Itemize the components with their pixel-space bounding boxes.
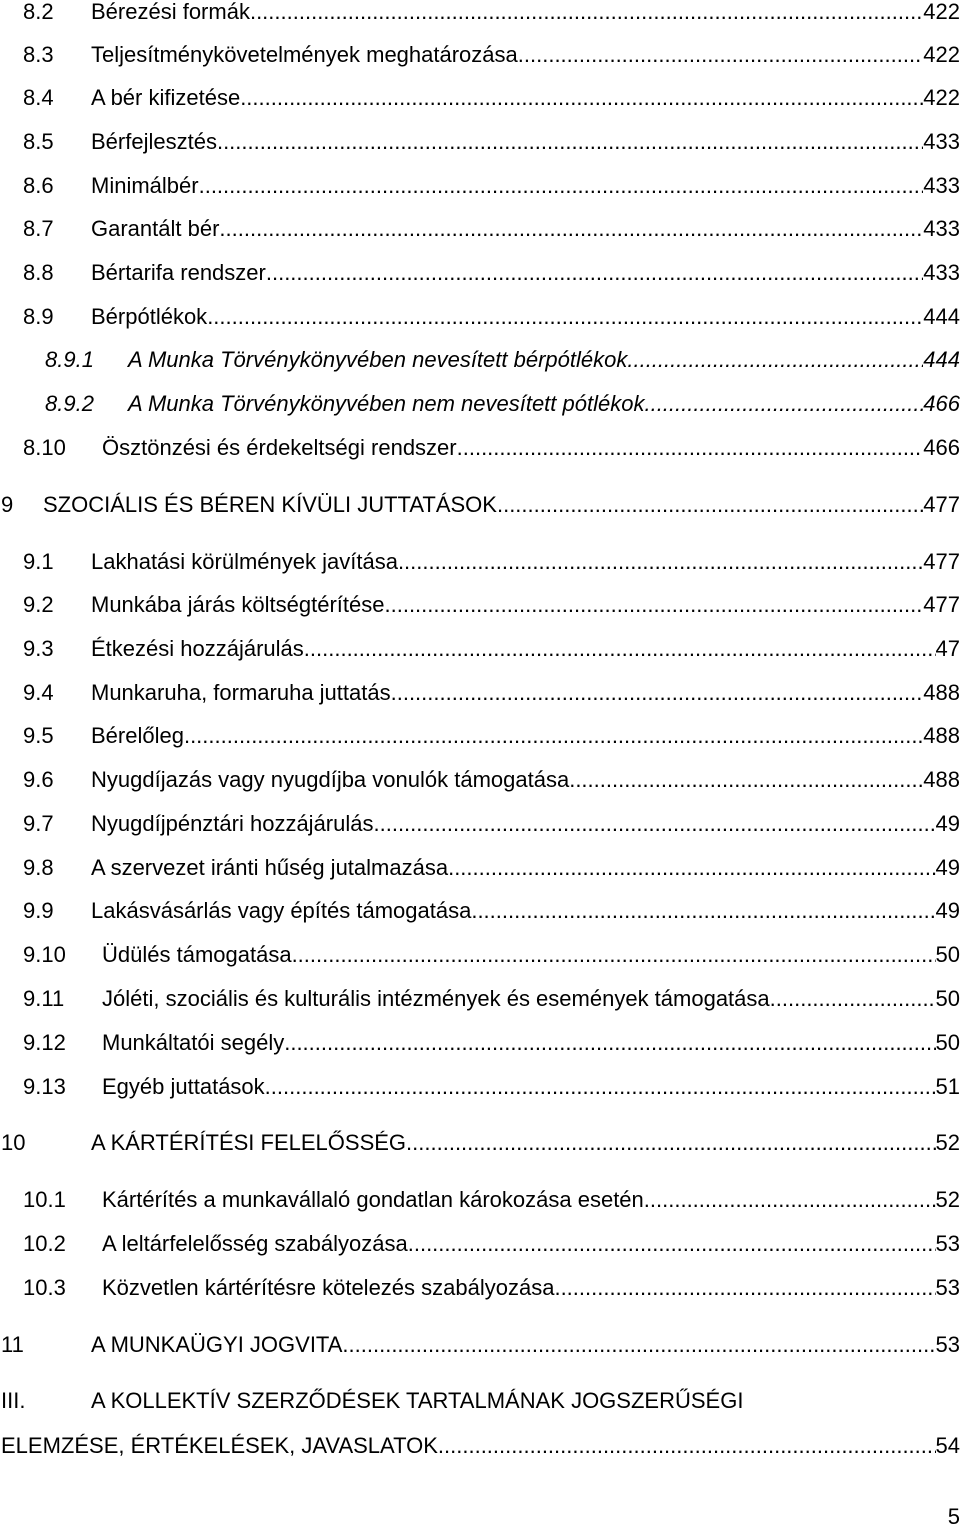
toc-entry-number: 8.10	[23, 435, 66, 460]
toc-entry-title: A KÁRTÉRÍTÉSI FELELŐSSÉG	[91, 1130, 407, 1155]
toc-entry-leader	[102, 984, 960, 1014]
toc-entry[interactable]	[0, 127, 960, 157]
toc-entry-leader	[91, 678, 960, 708]
toc-entry-title: Bérelőleg	[91, 723, 184, 748]
toc-entry-leader	[91, 1128, 960, 1158]
dot-leader	[627, 345, 923, 375]
toc-entry[interactable]	[0, 590, 960, 620]
dot-leader	[284, 1028, 935, 1058]
toc-entry-page: 49	[935, 811, 960, 836]
toc-entry-page: 49	[935, 855, 960, 880]
toc-chapter[interactable]	[0, 1330, 960, 1360]
toc-entry-leader	[91, 127, 960, 157]
toc-entry-title: Egyéb juttatások	[102, 1074, 265, 1099]
toc-entry-title: Minimálbér	[91, 173, 199, 198]
toc-entry-page: 47	[935, 636, 960, 661]
dot-leader	[184, 721, 923, 751]
dot-leader	[266, 258, 923, 288]
toc-entry-leader	[91, 302, 960, 332]
toc-entry-title: A bér kifizetése	[91, 85, 241, 110]
toc-entry-number: 10.3	[23, 1275, 66, 1300]
toc-entry-number: 9.6	[23, 767, 54, 792]
toc-entry-number: 8.9	[23, 304, 54, 329]
toc-part-entry[interactable]	[0, 1431, 960, 1461]
toc-entry-leader	[102, 1273, 960, 1303]
toc-entry[interactable]	[0, 40, 960, 70]
toc-entry-page: 444	[923, 347, 960, 372]
toc-entry-title: A leltárfelelősség szabályozása	[102, 1231, 408, 1256]
toc-entry-number: 9.11	[23, 986, 65, 1011]
dot-leader	[219, 214, 923, 244]
dot-leader	[292, 940, 936, 970]
toc-entry[interactable]	[0, 809, 960, 839]
toc-entry-title: Nyugdíjpénztári hozzájárulás	[91, 811, 374, 836]
dot-leader	[408, 1229, 936, 1259]
toc-entry-number: 9.7	[23, 811, 54, 836]
dot-leader	[342, 1330, 935, 1360]
toc-entry-title: Bérpótlékok	[91, 304, 208, 329]
toc-entry-leader	[91, 83, 960, 113]
toc-entry-leader	[91, 214, 960, 244]
toc-entry-leader	[91, 853, 960, 883]
toc-chapter[interactable]	[0, 1128, 960, 1158]
toc-entry-title: Jóléti, szociális és kulturális intézmények és események támogatása	[102, 986, 770, 1011]
toc-entry[interactable]	[0, 940, 960, 970]
toc-part-heading[interactable]	[0, 1386, 960, 1416]
toc-chapter[interactable]	[0, 490, 960, 520]
toc-entry-page: 51	[935, 1074, 960, 1099]
toc-entry-number: 9.1	[23, 549, 54, 574]
toc-entry-title: SZOCIÁLIS ÉS BÉREN KÍVÜLI JUTTATÁSOK	[43, 492, 497, 517]
toc-entry-page: 444	[923, 304, 960, 329]
toc-entry[interactable]	[0, 1185, 960, 1215]
toc-entry-leader	[91, 765, 960, 795]
toc-entry-number: 8.7	[23, 216, 54, 241]
dot-leader	[448, 853, 935, 883]
toc-entry[interactable]	[0, 853, 960, 883]
toc-entry-title: A MUNKAÜGYI JOGVITA	[91, 1332, 343, 1357]
toc-entry-number: 8.6	[23, 173, 54, 198]
toc-entry[interactable]	[0, 1028, 960, 1058]
toc-entry-leader	[91, 171, 960, 201]
toc-entry-number: 11	[1, 1332, 24, 1357]
toc-entry-number: 8.4	[23, 85, 54, 110]
toc-entry-page: 466	[923, 435, 960, 460]
toc-part-number: III.	[1, 1388, 26, 1413]
toc-entry-title: Üdülés támogatása	[102, 942, 292, 967]
toc-entry-page: 477	[923, 549, 960, 574]
toc-entry-number: 8.2	[23, 0, 54, 24]
toc-entry-number: 9.3	[23, 636, 54, 661]
toc-entry-leader	[102, 940, 960, 970]
toc-entry-title: Lakásvásárlás vagy építés támogatása	[91, 898, 472, 923]
toc-entry-title: Munkaruha, formaruha juttatás	[91, 680, 391, 705]
toc-entry-leader	[91, 809, 960, 839]
toc-entry-page: 53	[935, 1275, 960, 1300]
toc-entry[interactable]	[0, 389, 960, 419]
toc-entry-number: 8.8	[23, 260, 54, 285]
toc-entry-title: Lakhatási körülmények javítása	[91, 549, 398, 574]
toc-entry-page: 433	[923, 260, 960, 285]
toc-entry-page: 477	[923, 592, 960, 617]
toc-entry-number: 9	[1, 492, 14, 517]
toc-entry-leader	[102, 433, 960, 463]
toc-entry-page: 477	[923, 492, 960, 517]
dot-leader	[207, 302, 923, 332]
toc-entry[interactable]	[0, 433, 960, 463]
toc-entry[interactable]	[0, 171, 960, 201]
toc-part-title-line1: A KOLLEKTÍV SZERZŐDÉSEK TARTALMÁNAK JOGSZERŰSÉGI	[91, 1388, 744, 1413]
toc-entry-page: 53	[935, 1231, 960, 1256]
toc-entry-number: 9.13	[23, 1074, 66, 1099]
toc-entry-page: 433	[923, 173, 960, 198]
toc-entry-page: 433	[923, 129, 960, 154]
toc-entry-page: 50	[935, 942, 960, 967]
toc-entry-title: Bértarifa rendszer	[91, 260, 266, 285]
toc-entry[interactable]	[0, 634, 960, 664]
dot-leader	[554, 1273, 935, 1303]
toc-entry-page: 422	[923, 85, 960, 110]
toc-entry[interactable]	[0, 258, 960, 288]
toc-entry-page: 54	[935, 1433, 960, 1458]
toc-entry-leader	[91, 634, 960, 664]
toc-entry-page: 488	[923, 767, 960, 792]
dot-leader	[199, 171, 924, 201]
dot-leader	[770, 984, 936, 1014]
toc-entry-title: A szervezet iránti hűség jutalmazása	[91, 855, 449, 880]
toc-entry-page: 52	[935, 1130, 960, 1155]
dot-leader	[304, 634, 936, 664]
toc-entry-leader	[91, 1330, 960, 1360]
toc-entry-number: 8.3	[23, 42, 54, 67]
toc-entry-title: Bérezési formák	[91, 0, 250, 24]
toc-entry-title: Nyugdíjazás vagy nyugdíjba vonulók támogatása	[91, 767, 570, 792]
dot-leader	[240, 83, 923, 113]
toc-entry-title: Munkáltatói segély	[102, 1030, 285, 1055]
toc-entry[interactable]	[0, 302, 960, 332]
toc-entry-title: Közvetlen kártérítésre kötelezés szabályozása	[102, 1275, 555, 1300]
toc-entry-page: 50	[935, 1030, 960, 1055]
dot-leader	[385, 590, 924, 620]
toc-entry-title: Munkába járás költségtérítése	[91, 592, 385, 617]
toc-entry-number: 9.12	[23, 1030, 66, 1055]
toc-entry-leader	[1, 1431, 960, 1461]
toc-entry-number: 8.9.2	[45, 391, 94, 416]
toc-entry-page: 49	[935, 898, 960, 923]
toc-entry[interactable]	[0, 83, 960, 113]
toc-entry-number: 10.2	[23, 1231, 66, 1256]
toc-entry-leader	[102, 1028, 960, 1058]
toc-entry-number: 9.4	[23, 680, 54, 705]
toc-entry[interactable]	[0, 765, 960, 795]
toc-entry-leader	[128, 345, 960, 375]
dot-leader	[457, 433, 924, 463]
dot-leader	[438, 1431, 936, 1461]
toc-entry-number: 9.10	[23, 942, 66, 967]
toc-entry-title: Teljesítménykövetelmények meghatározása	[91, 42, 518, 67]
dot-leader	[265, 1072, 936, 1102]
dot-leader	[644, 1185, 936, 1215]
toc-entry-page: 422	[923, 42, 960, 67]
toc-entry[interactable]	[0, 1229, 960, 1259]
dot-leader	[250, 0, 923, 27]
toc-entry-page: 52	[935, 1187, 960, 1212]
toc-entry[interactable]	[0, 984, 960, 1014]
toc-entry-number: 9.9	[23, 898, 54, 923]
toc-entry-leader	[91, 590, 960, 620]
dot-leader	[217, 127, 923, 157]
toc-entry-leader	[91, 0, 960, 27]
toc-entry-title: A Munka Törvénykönyvében nevesített bérpótlékok	[128, 347, 628, 372]
toc-entry-page: 53	[935, 1332, 960, 1357]
toc-entry-page: 466	[923, 391, 960, 416]
toc-entry-title: Ösztönzési és érdekeltségi rendszer	[102, 435, 457, 460]
dot-leader	[391, 678, 924, 708]
toc-entry-page: 488	[923, 680, 960, 705]
toc-entry-leader	[91, 258, 960, 288]
toc-entry-leader	[91, 547, 960, 577]
toc-entry-title: A Munka Törvénykönyvében nem nevesített pótlékok	[128, 391, 645, 416]
toc-entry-number: 9.8	[23, 855, 54, 880]
toc-entry[interactable]	[0, 678, 960, 708]
toc-entry-leader	[128, 389, 960, 419]
toc-entry[interactable]	[0, 0, 960, 27]
toc-entry-title: Bérfejlesztés	[91, 129, 217, 154]
toc-entry-page: 422	[923, 0, 960, 24]
dot-leader	[497, 490, 923, 520]
toc-entry[interactable]	[0, 721, 960, 751]
toc-entry-page: 488	[923, 723, 960, 748]
toc-entry-number: 10.1	[23, 1187, 66, 1212]
dot-leader	[518, 40, 924, 70]
toc-entry-leader	[102, 1072, 960, 1102]
toc-entry[interactable]	[0, 896, 960, 926]
toc-entry-page: 433	[923, 216, 960, 241]
toc-entry-leader	[91, 896, 960, 926]
dot-leader	[406, 1128, 935, 1158]
toc-entry-leader	[102, 1185, 960, 1215]
toc-entry-number: 8.9.1	[45, 347, 94, 372]
toc-entry[interactable]	[0, 345, 960, 375]
page-number: 5	[947, 1504, 960, 1529]
toc-entry-number: 9.5	[23, 723, 54, 748]
toc-entry-number: 8.5	[23, 129, 54, 154]
dot-leader	[569, 765, 923, 795]
toc-entry-title: Kártérítés a munkavállaló gondatlan károkozása esetén	[102, 1187, 644, 1212]
dot-leader	[374, 809, 936, 839]
toc-entry-title: Garantált bér	[91, 216, 220, 241]
toc-entry[interactable]	[0, 547, 960, 577]
dot-leader	[471, 896, 935, 926]
toc-entry-number: 9.2	[23, 592, 54, 617]
toc-entry-leader	[91, 721, 960, 751]
toc-entry-number: 10	[1, 1130, 26, 1155]
toc-entry-leader	[43, 490, 960, 520]
dot-leader	[398, 547, 923, 577]
toc-entry-leader	[91, 40, 960, 70]
dot-leader	[644, 389, 923, 419]
toc-entry[interactable]	[0, 1273, 960, 1303]
toc-entry[interactable]	[0, 214, 960, 244]
toc-entry-page: 50	[935, 986, 960, 1011]
toc-entry-title: Étkezési hozzájárulás	[91, 636, 304, 661]
toc-entry-leader	[102, 1229, 960, 1259]
toc-part-title-line2: ELEMZÉSE, ÉRTÉKELÉSEK, JAVASLATOK	[1, 1433, 438, 1458]
toc-entry[interactable]	[0, 1072, 960, 1102]
